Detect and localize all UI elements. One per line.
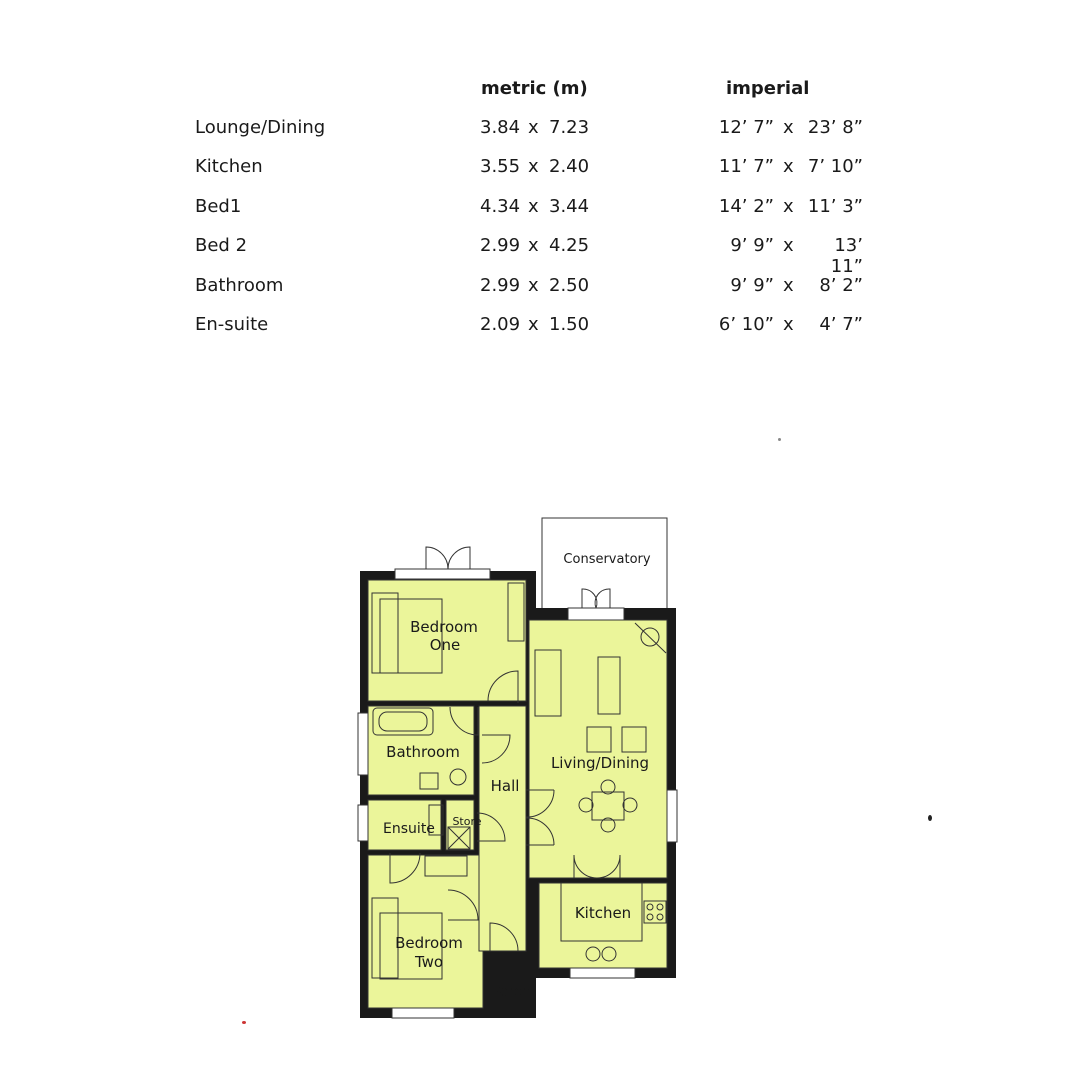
imperial-length: 23’ 8” (807, 117, 863, 138)
metric-length: 7.23 (549, 117, 590, 138)
metric-separator: x (528, 235, 539, 256)
metric-separator: x (528, 196, 539, 217)
french-door-left (426, 547, 448, 569)
metric-width: 4.34 (480, 196, 521, 217)
imperial-length: 13’ 11” (830, 235, 863, 277)
speck (242, 1021, 246, 1024)
imperial-width: 14’ 2” (718, 196, 774, 217)
living-window (667, 790, 677, 842)
table-row (0, 235, 1080, 277)
room-name: En-suite (195, 314, 269, 335)
imperial-length: 7’ 10” (807, 156, 863, 177)
imperial-separator: x (783, 156, 794, 177)
bedroom-one-window (395, 569, 490, 579)
metric-separator: x (528, 117, 539, 138)
conservatory-doors (568, 608, 624, 620)
imperial-separator: x (783, 314, 794, 335)
room-name: Kitchen (195, 156, 263, 177)
table-row (0, 314, 1080, 344)
bathroom-window (358, 713, 368, 775)
room-name: Bathroom (195, 275, 284, 296)
bedroom-one-label: One (429, 636, 461, 654)
imperial-length: 4’ 7” (819, 314, 863, 335)
bedroom-two-label: Bedroom (395, 934, 463, 952)
bedroom-two-floor (368, 855, 483, 1008)
metric-length: 3.44 (549, 196, 590, 217)
ensuite-label: Ensuite (383, 821, 435, 837)
imperial-separator: x (783, 275, 794, 296)
metric-length: 2.40 (549, 156, 590, 177)
imperial-separator: x (783, 117, 794, 138)
imperial-width: 6’ 10” (718, 314, 774, 335)
kitchen-floor (539, 883, 667, 968)
metric-length: 1.50 (549, 314, 590, 335)
metric-width: 3.84 (480, 117, 521, 138)
kitchen-window (570, 968, 635, 978)
metric-separator: x (528, 314, 539, 335)
imperial-header: imperial (726, 78, 810, 99)
floor-plan (330, 505, 690, 1025)
metric-header: metric (m) (481, 78, 588, 99)
table-row (0, 156, 1080, 186)
kitchen-label: Kitchen (574, 904, 632, 922)
speck (778, 438, 781, 441)
conservatory-label: Conservatory (563, 552, 651, 567)
hall-label: Hall (490, 777, 520, 795)
imperial-width: 9’ 9” (730, 235, 774, 256)
store-label: Store (452, 815, 482, 828)
ensuite-window (358, 805, 368, 841)
metric-width: 2.99 (480, 235, 521, 256)
bedroom-one-label: Bedroom (410, 618, 478, 636)
metric-width: 2.09 (480, 314, 521, 335)
table-row (0, 117, 1080, 147)
bathroom-label: Bathroom (386, 743, 460, 761)
metric-length: 4.25 (549, 235, 590, 256)
table-row (0, 275, 1080, 305)
room-name: Bed 2 (195, 235, 248, 256)
bedroom-two-label: Two (414, 953, 444, 971)
room-name: Bed1 (195, 196, 242, 217)
porch-label: Porch (491, 984, 531, 1000)
imperial-separator: x (783, 235, 794, 256)
room-name: Lounge/Dining (195, 117, 326, 138)
speck (928, 815, 932, 821)
table-row (0, 196, 1080, 226)
bedroom-two-window (392, 1008, 454, 1018)
imperial-width: 9’ 9” (730, 275, 774, 296)
metric-length: 2.50 (549, 275, 590, 296)
living-dining-label: Living/Dining (550, 754, 650, 772)
metric-separator: x (528, 275, 539, 296)
imperial-width: 12’ 7” (718, 117, 774, 138)
imperial-length: 11’ 3” (807, 196, 863, 217)
imperial-separator: x (783, 196, 794, 217)
french-door-right (448, 547, 470, 569)
imperial-length: 8’ 2” (819, 275, 863, 296)
metric-width: 3.55 (480, 156, 521, 177)
imperial-width: 11’ 7” (718, 156, 774, 177)
metric-separator: x (528, 156, 539, 177)
metric-width: 2.99 (480, 275, 521, 296)
